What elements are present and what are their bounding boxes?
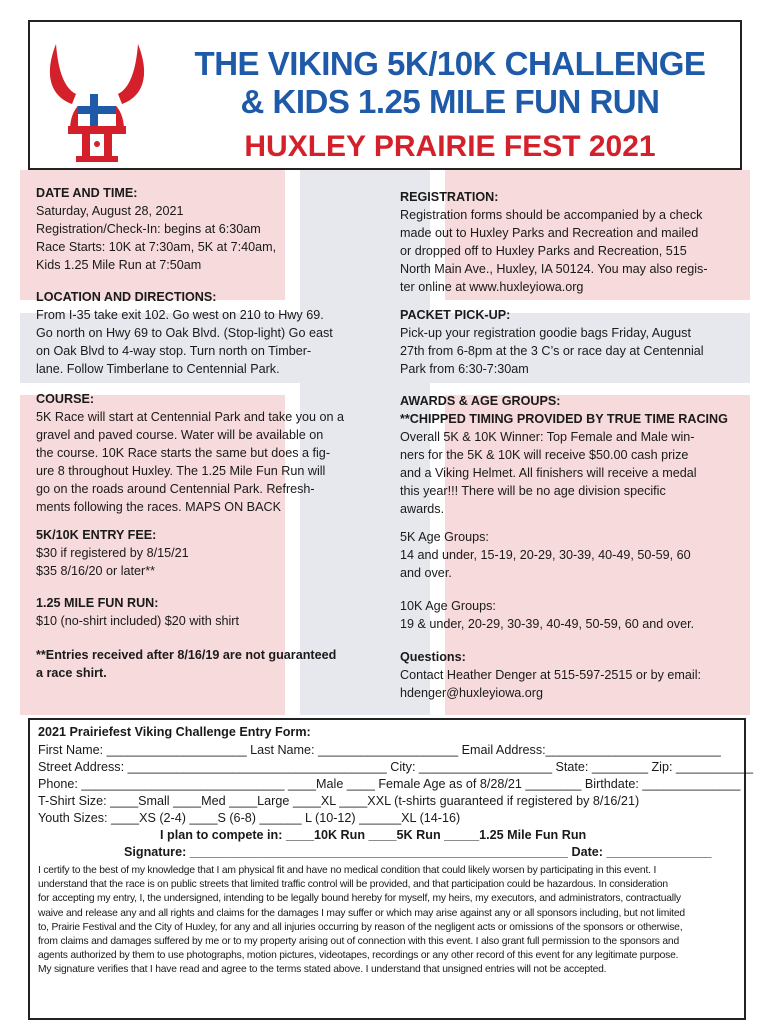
questions-email: hdenger@huxleyiowa.org (400, 686, 544, 700)
awards-line: and a Viking Helmet. All finishers will receive a medal (400, 466, 697, 480)
date-time-section (36, 184, 276, 274)
location-line: From I-35 take exit 102. Go west on 210 to Hwy 69. (36, 308, 324, 322)
packet-pickup-line: 27th from 6-8pm at the 3 C’s or race day at Centennial (400, 344, 704, 358)
shirt-guarantee-note (36, 646, 336, 682)
questions-section (400, 648, 701, 702)
age-groups-5k-heading: 5K Age Groups: (400, 530, 489, 544)
registration-line: North Main Ave., Huxley, IA 50124. You may also regis- (400, 262, 708, 276)
location-line: lane. Follow Timberlane to Centennial Park. (36, 362, 280, 376)
date-line: Registration/Check-In: begins at 6:30am (36, 222, 261, 236)
viking-helmet-logo-icon (42, 34, 152, 164)
registration-line: made out to Huxley Parks and Recreation and mailed (400, 226, 699, 240)
waiver-line: waive and release any and all rights and claims for the damages I may suffer or which may arise against any or all sponsors including, but not limited (38, 907, 685, 919)
entry-fee-line: $35 8/16/20 or later** (36, 564, 156, 578)
entry-form (28, 718, 753, 1020)
age-groups-5k-line: 14 and under, 15-19, 20-29, 30-39, 40-49, 50-59, 60 (400, 548, 691, 562)
waiver-line: to, Prairie Festival and the City of Huxley, for any and all injuries occurring by reason of the negligent acts or omissions of the sponsors or otherwise, (38, 921, 683, 933)
questions-line: Contact Heather Denger at 515-597-2515 or by email: (400, 668, 702, 682)
course-line: 5K Race will start at Centennial Park and take you on a (36, 410, 345, 424)
awards-line: awards. (400, 502, 445, 516)
fun-run-section (36, 594, 239, 630)
age-groups-10k-line: 19 & under, 20-29, 30-39, 40-49, 50-59, 60 and over. (400, 617, 695, 631)
signature-row[interactable]: Signature: ______________________________________________________ Date: _______________ (124, 845, 712, 859)
event-title-line2: & KIDS 1.25 MILE FUN RUN (240, 83, 660, 120)
event-title-line1: THE VIKING 5K/10K CHALLENGE (194, 45, 706, 82)
questions-heading: Questions: (400, 650, 466, 664)
fun-run-heading: 1.25 MILE FUN RUN: (36, 596, 159, 610)
awards-line: Overall 5K & 10K Winner: Top Female and Male win- (400, 430, 695, 444)
packet-pickup-section (400, 306, 704, 378)
packet-pickup-heading: PACKET PICK-UP: (400, 308, 511, 322)
liability-waiver-text (38, 864, 742, 978)
entry-fee-line: $30 if registered by 8/15/21 (36, 546, 189, 560)
waiver-line: agents authorized by them to use photographs, motion pictures, videotapes, recordings or any other record of this event for any legitimate purpose. (38, 950, 679, 962)
waiver-line: My signature verifies that I have read and agree to the terms stated above. I understand that unsigned entries will not be accepted. (38, 964, 607, 976)
note-line: a race shirt. (36, 666, 107, 680)
phone-gender-age-row[interactable]: Phone: _____________________________ ____Male ____ Female Age as of 8/28/21 ________ Birthdate: ______________ (38, 777, 741, 791)
course-section (36, 390, 344, 516)
age-groups-5k-line: and over. (400, 566, 452, 580)
registration-line: Registration forms should be accompanied by a check (400, 208, 703, 222)
awards-line: this year!!! There will be no age division specific (400, 484, 666, 498)
tshirt-size-row[interactable]: T-Shirt Size: ____Small ____Med ____Large ____XL ____XXL (t-shirts guaranteed if registered by 8/16/21) (38, 794, 640, 808)
chipped-timing-note: **CHIPPED TIMING PROVIDED BY TRUE TIME RACING (400, 412, 728, 426)
location-line: on Oak Blvd to 4-way stop. Turn north on Timber- (36, 344, 312, 358)
registration-line: or dropped off to Huxley Parks and Recreation, 515 (400, 244, 687, 258)
packet-pickup-line: Park from 6:30-7:30am (400, 362, 529, 376)
date-line: Kids 1.25 Mile Run at 7:50am (36, 258, 202, 272)
note-line: **Entries received after 8/16/19 are not guaranteed (36, 648, 337, 662)
age-groups-10k-section (400, 597, 694, 633)
registration-section (400, 188, 708, 296)
waiver-line: understand that the race is on public streets that limited traffic control will be provided, and that participation could be hazardous. In consideration (38, 879, 668, 891)
location-section (36, 288, 333, 378)
location-line: Go north on Hwy 69 to Oak Blvd. (Stop-light) Go east (36, 326, 333, 340)
race-choice-row[interactable]: I plan to compete in: ____10K Run ____5K Run _____1.25 Mile Fun Run (160, 828, 587, 842)
packet-pickup-line: Pick-up your registration goodie bags Friday, August (400, 326, 691, 340)
date-time-heading: DATE AND TIME: (36, 186, 138, 200)
registration-heading: REGISTRATION: (400, 190, 499, 204)
youth-size-row[interactable]: Youth Sizes: ____XS (2-4) ____S (6-8) ______ L (10-12) ______XL (14-16) (38, 811, 461, 825)
registration-line: ter online at www.huxleyiowa.org (400, 280, 584, 294)
date-line: Race Starts: 10K at 7:30am, 5K at 7:40am, (36, 240, 277, 254)
course-line: ure 8 throughout Huxley. The 1.25 Mile Fun Run will (36, 464, 326, 478)
location-heading: LOCATION AND DIRECTIONS: (36, 290, 217, 304)
entry-fee-heading: 5K/10K ENTRY FEE: (36, 528, 157, 542)
fun-run-line: $10 (no-shirt included) $20 with shirt (36, 614, 240, 628)
header-box (28, 20, 742, 170)
age-groups-5k-section (400, 528, 691, 582)
age-groups-10k-heading: 10K Age Groups: (400, 599, 496, 613)
entry-fee-section (36, 526, 189, 580)
course-line: go on the roads around Centennial Park. Refresh- (36, 482, 315, 496)
awards-section (400, 392, 728, 518)
awards-line: ners for the 5K & 10K will receive $50.00 cash prize (400, 448, 689, 462)
waiver-line: from claims and damages suffered by me or to my property arising out of connection with this event. I also grant full permission to the sponsors and (38, 936, 679, 948)
course-line: gravel and paved course. Water will be available on (36, 428, 324, 442)
course-line: ments following the races. MAPS ON BACK (36, 500, 281, 514)
course-line: the course. 10K Race starts the same but does a fig- (36, 446, 331, 460)
address-row[interactable]: Street Address: _____________________________________ City: ___________________ State: ________ Zip: ___________ (38, 760, 753, 774)
waiver-line: I certify to the best of my knowledge that I am physical fit and have no medical condition that could likely worsen by participating in this event. I (38, 865, 657, 876)
date-line: Saturday, August 28, 2021 (36, 204, 184, 218)
event-subtitle: HUXLEY PRAIRIE FEST 2021 (244, 130, 656, 163)
name-email-row[interactable]: First Name: ____________________ Last Name: ____________________ Email Address:_________________________ (38, 743, 721, 757)
course-heading: COURSE: (36, 392, 95, 406)
awards-heading: AWARDS & AGE GROUPS: (400, 394, 561, 408)
entry-form-title: 2021 Prairiefest Viking Challenge Entry Form: (38, 725, 311, 739)
waiver-line: for accepting my entry, I, the undersigned, intending to be legally bound hereby for myself, my heirs, my executors, and administrators, contractually (38, 893, 681, 905)
